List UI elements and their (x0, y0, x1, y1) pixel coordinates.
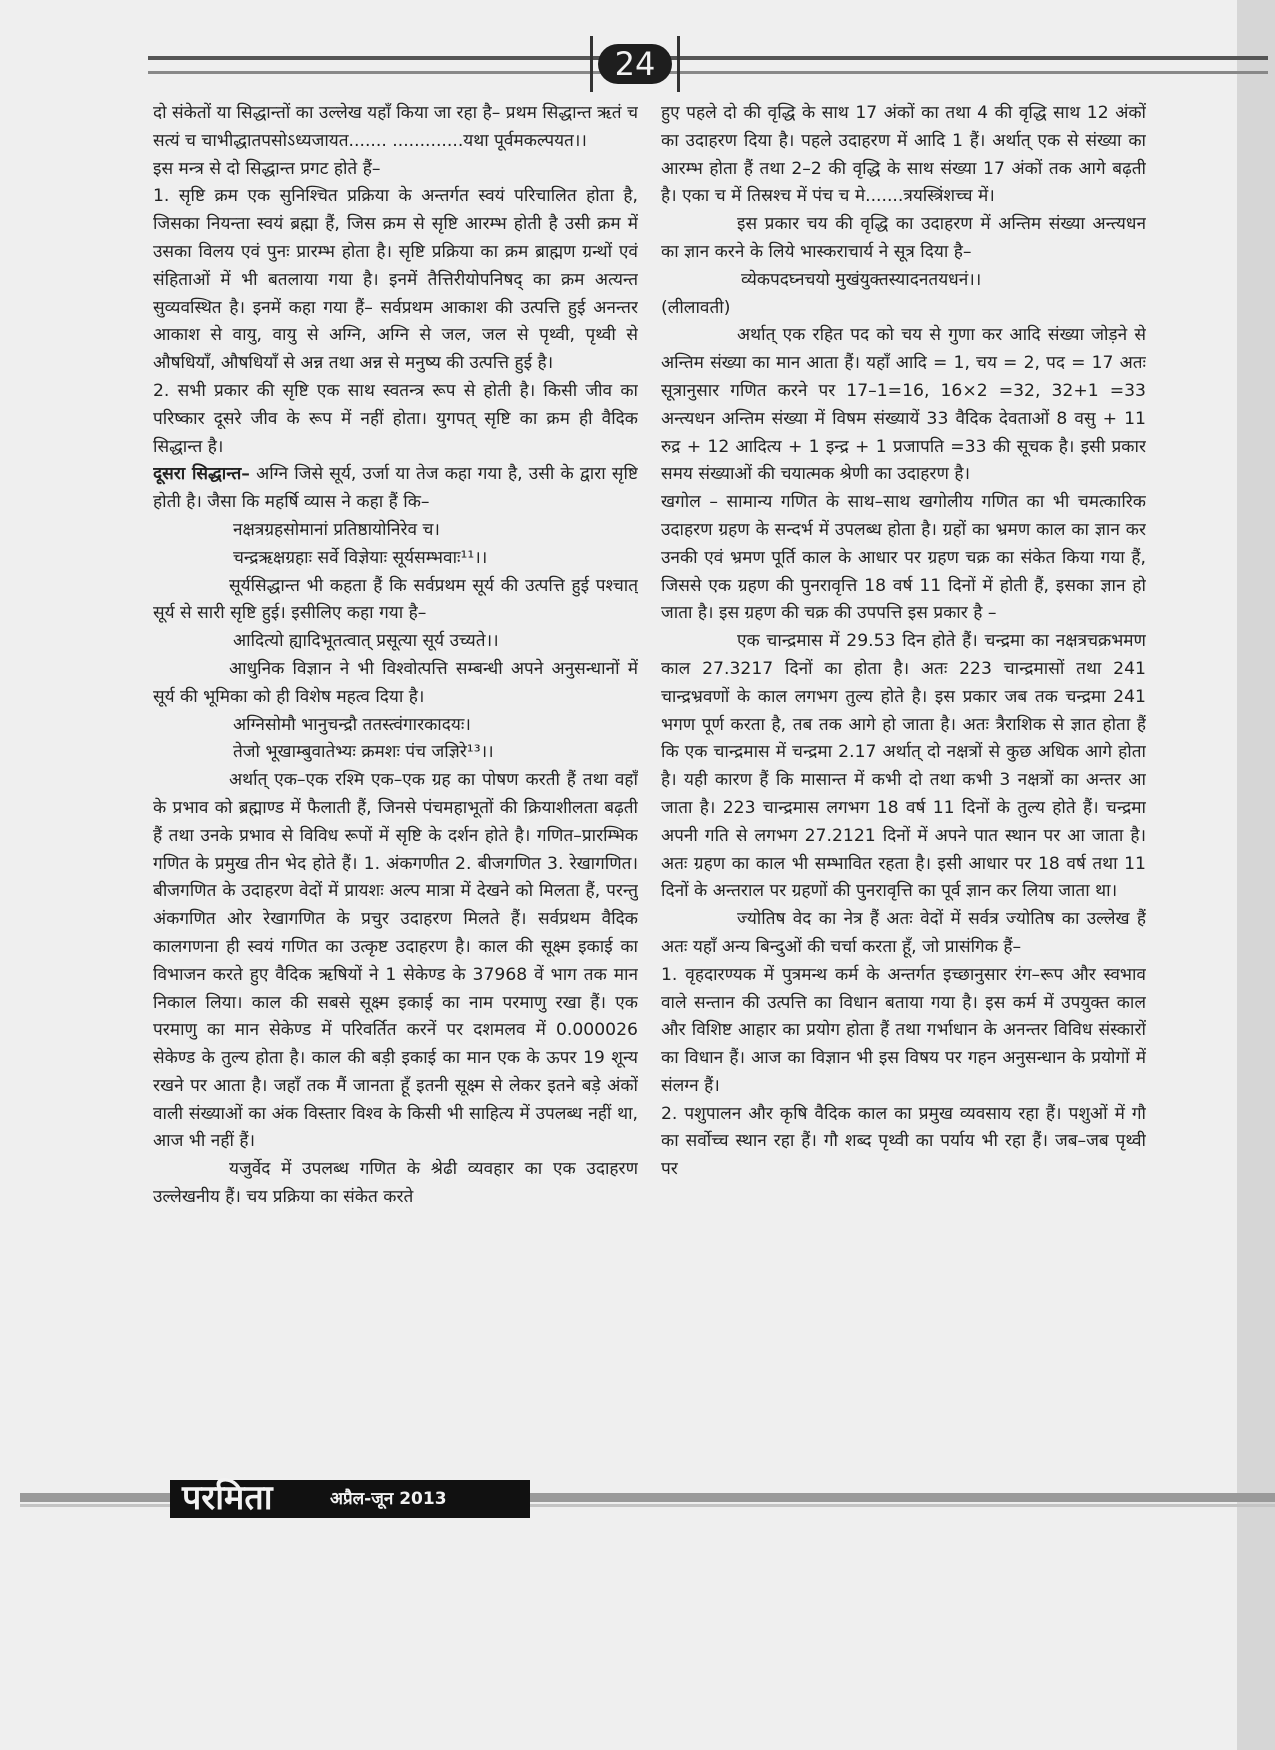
paragraph: सूर्यसिद्धान्त भी कहता हैं कि सर्वप्रथम सूर्य की उत्पत्ति हुई पश्चात् सूर्य से सारी सृष्टि हुई। इसीलिए कहा गया है– (153, 575, 638, 624)
paragraph: आधुनिक विज्ञान ने भी विश्वोत्पत्ति सम्बन्धी अपने अनुसन्धानों में सूर्य की भूमिका को ही विशेष महत्व दिया है। (153, 658, 638, 707)
verse-line: व्येकपदघ्नचयो मुखंयुक्तस्यादनतयधनं।। (741, 269, 982, 290)
left-column (153, 100, 638, 1640)
paragraph: अर्थात् एक–एक रश्मि एक–एक ग्रह का पोषण करती हैं तथा वहाँ के प्रभाव को ब्रह्माण्ड में फैलाती हैं, जिनसे पंचमहाभूतों की क्रियाशीलता बढ़ती हैं तथा उनके प्रभाव से विविध रूपों में सृष्टि के दर्शन होते है। गणित–प्रारम्भिक गणित के प्रमुख तीन भेद होते हैं। 1. अंकगणीत 2. बीजगणित 3. रेखागणित। बीजगणित के उदाहरण वेदों में प्रायशः अल्प मात्रा में देखने को मिलता हैं, परन्तु अंकगणित ओर रेखागणित के प्रचुर उदाहरण मिलते हैं। सर्वप्रथम वैदिक कालगणना ही स्वयं गणित का उत्कृष्ट उदाहरण है। काल की सूक्ष्म इकाई का विभाजन करते हुए वैदिक ऋषियों ने 1 सेकेण्ड के 37968 वें भाग तक मान निकाल लिया। काल की सबसे सूक्ष्म इकाई का नाम परमाणु रखा हैं। एक परमाणु का मान सेकेण्ड में परिवर्तित करनें पर दशमलव में 0.000026 सेकेण्ड के तुल्य होता है। काल की बड़ी इकाई का मान एक के ऊपर 19 शून्य रखने पर आता है। जहाँ तक मैं जानता हूँ इतनी सूक्ष्म से लेकर इतने बड़े अंकों वाली संख्याओं का अंक विस्तार विश्व के किसी भी साहित्य में उपलब्ध नहीं था, आज भी नहीं हैं। (153, 770, 638, 1152)
paragraph: एक चान्द्रमास में 29.53 दिन होते हैं। चन्द्रमा का नक्षत्रचक्रभमण काल 27.3217 दिनों का होता है। अतः 223 चान्द्रमासों तथा 241 चान्द्रभ्रवणों के काल लगभग तुल्य होते है। इस प्रकार जब तक चन्द्रमा 241 भगण पूर्ण करता है, तब तक आगे हो जाता है। अतः त्रैराशिक से ज्ञात होता हैं कि एक चान्द्रमास में चन्द्रमा 2.17 अर्थात् दो नक्षत्रों से कुछ अधिक आगे होता है। यही कारण हैं कि मासान्त में कभी दो तथा कभी 3 नक्षत्रों का अन्तर आ जाता है। 223 चान्द्रमास लगभग 18 वर्ष 11 दिनों के तुल्य होते हैं। चन्द्रमा अपनी गति से लगभग 27.2121 दिनों में अपने पात स्थान पर आ जाता है। अतः ग्रहण का काल भी सम्भावित रहता है। इसी आधार पर 18 वर्ष तथा 11 दिनों के अन्तराल पर ग्रहणों की पुनरावृत्ति का पूर्व ज्ञान कर लिया जाता था। (661, 631, 1146, 902)
paragraph: इस प्रकार चय की वृद्धि का उदाहरण में अन्तिम संख्या अन्त्यधन का ज्ञान करने के लिये भास्कराचार्य ने सूत्र दिया है– (661, 214, 1146, 262)
right-column (661, 100, 1146, 1640)
page-number: 24 (598, 44, 672, 84)
verse-line: चन्द्रऋक्षग्रहाः सर्वे विज्ञेयाः सूर्यसम्भवाः¹¹।। (233, 547, 488, 568)
paragraph: दो संकेतों या सिद्धान्तों का उल्लेख यहाँ किया जा रहा है– प्रथम सिद्धान्त ऋतं च सत्यं च चाभीद्धातपसोऽध्यजायत....... .............यथा पूर्वमकल्पयत।। (153, 103, 638, 151)
paragraph-text: अग्नि जिसे सूर्य, उर्जा या तेज कहा गया है, उसी के द्वारा सृष्टि होती है। जैसा कि महर्षि व्यास ने कहा हैं कि– (153, 464, 638, 513)
verse-line: अग्निसोमौ भानुचन्द्रौ ततस्त्वंगारकादयः। (233, 714, 471, 735)
magazine-logo: परमिता (182, 1478, 273, 1518)
section-heading: दूसरा सिद्धान्त– (153, 464, 250, 485)
verse-line: आदित्यो ह्यादिभूतत्वात् प्रसूत्या सूर्य उच्यते।। (233, 631, 499, 652)
numbered-paragraph: 1. वृहदारण्यक में पुत्रमन्थ कर्म के अन्तर्गत इच्छानुसार रंग–रूप और स्वभाव वाले सन्तान की उत्पत्ति का विधान बताया गया है। इस कर्म में उपयुक्त काल और विशिष्ट आहार का प्रयोग होता हैं तथा गर्भाधान के अनन्तर विविध संस्कारों का विधान हैं। आज का विज्ञान भी इस विषय पर गहन अनुसन्धान के प्रयोगों में संलग्न हैं। (661, 964, 1146, 1096)
paragraph: यजुर्वेद में उपलब्ध गणित के श्रेढी व्यवहार का एक उदाहरण उल्लेखनीय हैं। चय प्रक्रिया का संकेत करते (153, 1159, 638, 1208)
page-number-bar-right (677, 36, 680, 92)
verse-line: नक्षत्रग्रहसोमानां प्रतिष्ठायोनिरेव च। (233, 519, 440, 540)
paragraph: खगोल – सामान्य गणित के साथ–साथ खगोलीय गणित का भी चमत्कारिक उदाहरण ग्रहण के सन्दर्भ में उपलब्ध होता है। ग्रहों का भ्रमण काल का ज्ञान कर उनकी एवं भ्रमण पूर्ति काल के आधार पर ग्रहण चक्र का संकेत किया गया हैं, जिससे एक ग्रहण की पुनरावृत्ति 18 वर्ष 11 दिनों में होती हैं, इसका ज्ञान हो जाता है। इस ग्रहण की चक्र की उपपत्ति इस प्रकार है – (661, 492, 1146, 624)
numbered-paragraph: 2. सभी प्रकार की सृष्टि एक साथ स्वतन्त्र रूप से होती है। किसी जीव का परिष्कार दूसरे जीव के रूप में नहीं होता। युगपत् सृष्टि का क्रम ही वैदिक सिद्धान्त है। (153, 380, 638, 457)
paragraph: हुए पहले दो की वृद्धि के साथ 17 अंकों का तथा 4 की वृद्धि साथ 12 अंकों का उदाहरण दिया है। पहले उदाहरण में आदि 1 हैं। अर्थात् एक से संख्या का आरम्भ होता हैं तथा 2–2 की वृद्धि के साथ संख्या 17 अंकों तक आगे बढ़ती है। एका च में तिस्रश्च में पंच च मे.......त्रयस्त्रिंशच्च में। (661, 103, 1146, 207)
paragraph: अर्थात् एक रहित पद को चय से गुणा कर आदि संख्या जोड़ने से अन्तिम संख्या का मान आता हैं। यहाँ आदि = 1, चय = 2, पद = 17 अतः सूत्रानुसार गणित करने पर 17–1=16, 16×2 =32, 32+1 =33 अन्त्यधन अन्तिम संख्या में विषम संख्यायें 33 वैदिक देवताओं 8 वसु + 11 रुद्र + 12 आदित्य + 1 इन्द्र + 1 प्रजापति =33 की सूचक है। इसी प्रकार समय संख्याओं की चयात्मक श्रेणी का उदाहरण है। (661, 325, 1146, 485)
page-edge-shadow (1237, 0, 1275, 1750)
numbered-paragraph: 1. सृष्टि क्रम एक सुनिश्चित प्रक्रिया के अन्तर्गत स्वयं परिचालित होता है, जिसका नियन्ता स्वयं ब्रह्मा हैं, जिस क्रम से सृष्टि आरम्भ होती है उसी क्रम में उसका विलय एवं पुनः प्रारम्भ होता है। सृष्टि प्रक्रिया का क्रम ब्राह्मण ग्रन्थों एवं संहिताओं में भी बतलाया गया है। इनमें तैत्तिरीयोपनिषद् का क्रम अत्यन्त सुव्यवस्थित है। इनमें कहा गया हैं– सर्वप्रथम आकाश की उत्पत्ति हुई अनन्तर आकाश से वायु, वायु से अग्नि, अग्नि से जल, जल से पृथ्वी, पृथ्वी से औषधियॉं, औषधियॉं से अन्न तथा अन्न से मनुष्य की उत्पत्ति हुई है। (153, 186, 638, 374)
verse-line: तेजो भूखाम्बुवातेभ्यः क्रमशः पंच जज्ञिरे¹³।। (233, 742, 494, 763)
numbered-paragraph: 2. पशुपालन और कृषि वैदिक काल का प्रमुख व्यवसाय रहा हैं। पशुओं में गौ का सर्वोच्च स्थान रहा हैं। गौ शब्द पृथ्वी का पर्याय भी रहा हैं। जब–जब पृथ्वी पर (661, 1103, 1146, 1180)
paragraph: इस मन्त्र से दो सिद्धान्त प्रगट होते हैं– (153, 158, 381, 179)
header-rule (148, 56, 1268, 60)
paragraph (153, 461, 638, 517)
issue-date: अप्रैल-जून 2013 (330, 1489, 447, 1509)
page-number-badge (590, 36, 680, 92)
citation: (लीलावती) (661, 297, 731, 318)
footer-band (170, 1480, 530, 1518)
page-number-bar-left (590, 36, 593, 92)
paragraph: ज्योतिष वेद का नेत्र हैं अतः वेदों में सर्वत्र ज्योतिष का उल्लेख हैं अतः यहाँ अन्य बिन्दुओं की चर्चा करता हूँ, जो प्रासंगिक हैं– (661, 909, 1146, 957)
header-rule-thin (148, 71, 1268, 74)
